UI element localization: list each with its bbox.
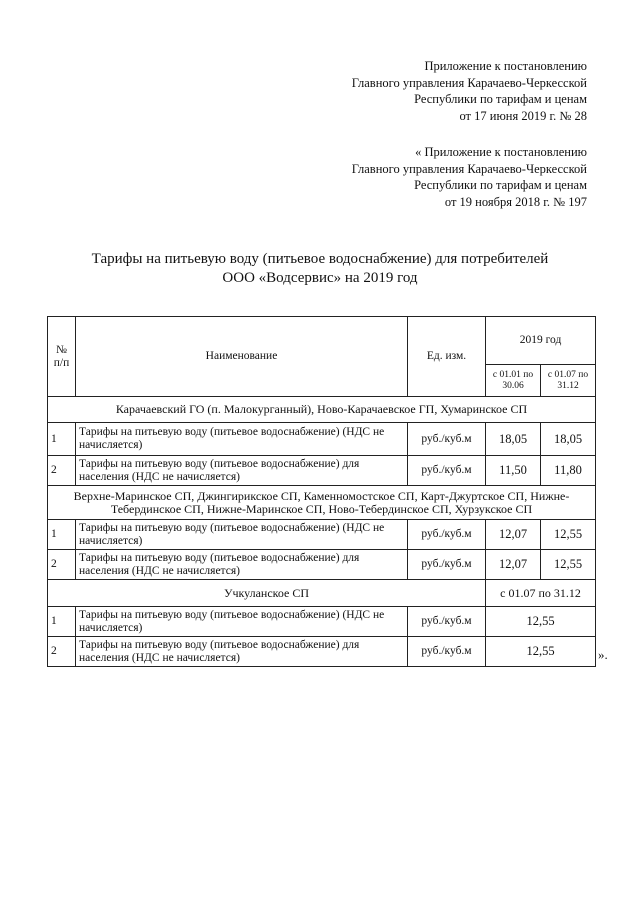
row-num: 2 (48, 550, 76, 580)
row-name: Тарифы на питьевую воду (питьевое водоснабжение) (НДС не начисляется) (76, 607, 408, 637)
row-unit: руб./куб.м (408, 637, 486, 667)
row-name: Тарифы на питьевую воду (питьевое водоснабжение) (НДС не начисляется) (76, 423, 408, 456)
row-unit: руб./куб.м (408, 520, 486, 550)
row-value-2: 18,05 (541, 423, 596, 456)
col-num-header: № п/п (48, 317, 76, 397)
table-row (48, 550, 596, 580)
row-num: 1 (48, 423, 76, 456)
row-name: Тарифы на питьевую воду (питьевое водоснабжение) для населения (НДС не начисляется) (76, 637, 408, 667)
title-line: ООО «Водсервис» на 2019 год (222, 270, 418, 286)
table-row (48, 456, 596, 486)
col-name-header: Наименование (76, 317, 408, 397)
row-unit: руб./куб.м (408, 423, 486, 456)
table-row (48, 423, 596, 456)
row-value-2: 12,55 (541, 520, 596, 550)
period-2-header: с 01.07 по 31.12 (541, 365, 596, 397)
section-period: с 01.07 по 31.12 (486, 580, 596, 607)
row-value-1: 12,07 (486, 550, 541, 580)
appendix-header-new (352, 58, 587, 124)
row-name: Тарифы на питьевую воду (питьевое водоснабжение) (НДС не начисляется) (76, 520, 408, 550)
header-line: Главного управления Карачаево-Черкесской (351, 75, 587, 90)
row-num: 1 (48, 520, 76, 550)
row-unit: руб./куб.м (408, 550, 486, 580)
table-row (48, 637, 596, 667)
header-line: от 17 июня 2019 г. № 28 (459, 108, 587, 123)
section-row (48, 580, 596, 607)
section-row (48, 486, 596, 520)
header-line: Республики по тарифам и ценам (414, 178, 587, 192)
table-row (48, 607, 596, 637)
row-unit: руб./куб.м (408, 607, 486, 637)
col-year-header: 2019 год (486, 317, 596, 365)
header-line: Приложение к постановлению (424, 59, 587, 73)
header-line: « Приложение к постановлению (415, 145, 587, 159)
section-title: Учкуланское СП (48, 580, 486, 607)
row-name: Тарифы на питьевую воду (питьевое водоснабжение) для населения (НДС не начисляется) (76, 550, 408, 580)
row-value-2: 12,55 (541, 550, 596, 580)
row-name: Тарифы на питьевую воду (питьевое водоснабжение) для населения (НДС не начисляется) (76, 456, 408, 486)
row-num: 2 (48, 456, 76, 486)
closing-quote-mark: ». (598, 647, 608, 662)
col-unit-header: Ед. изм. (408, 317, 486, 397)
row-value-1: 18,05 (486, 423, 541, 456)
title-line: Тарифы на питьевую воду (питьевое водоснабжение) для потребителей (91, 251, 549, 267)
row-value: 12,55 (486, 607, 596, 637)
period-1-header: с 01.01 по 30.06 (486, 365, 541, 397)
table-header-row (48, 317, 596, 365)
row-value-1: 12,07 (486, 520, 541, 550)
document-title (0, 250, 640, 288)
row-value-1: 11,50 (486, 456, 541, 486)
section-title: Карачаевский ГО (п. Малокурганный), Ново-Карачаевское ГП, Хумаринское СП (48, 397, 596, 423)
row-value-2: 11,80 (541, 456, 596, 486)
header-line: Республики по тарифам и ценам (414, 92, 587, 106)
section-title: Верхне-Маринское СП, Джингирикское СП, Каменномостское СП, Карт-Джуртское СП, Нижне-Тебердинское СП, Нижне-Маринское СП, Ново-Тебердинское СП, Хурзукское СП (48, 486, 596, 520)
appendix-header-old (352, 144, 587, 210)
row-num: 2 (48, 637, 76, 667)
table-row (48, 520, 596, 550)
row-unit: руб./куб.м (408, 456, 486, 486)
tariff-table (47, 316, 596, 667)
row-num: 1 (48, 607, 76, 637)
header-line: от 19 ноября 2018 г. № 197 (444, 194, 587, 209)
header-line: Главного управления Карачаево-Черкесской (351, 161, 587, 176)
row-value: 12,55 (486, 637, 596, 667)
section-row (48, 397, 596, 423)
